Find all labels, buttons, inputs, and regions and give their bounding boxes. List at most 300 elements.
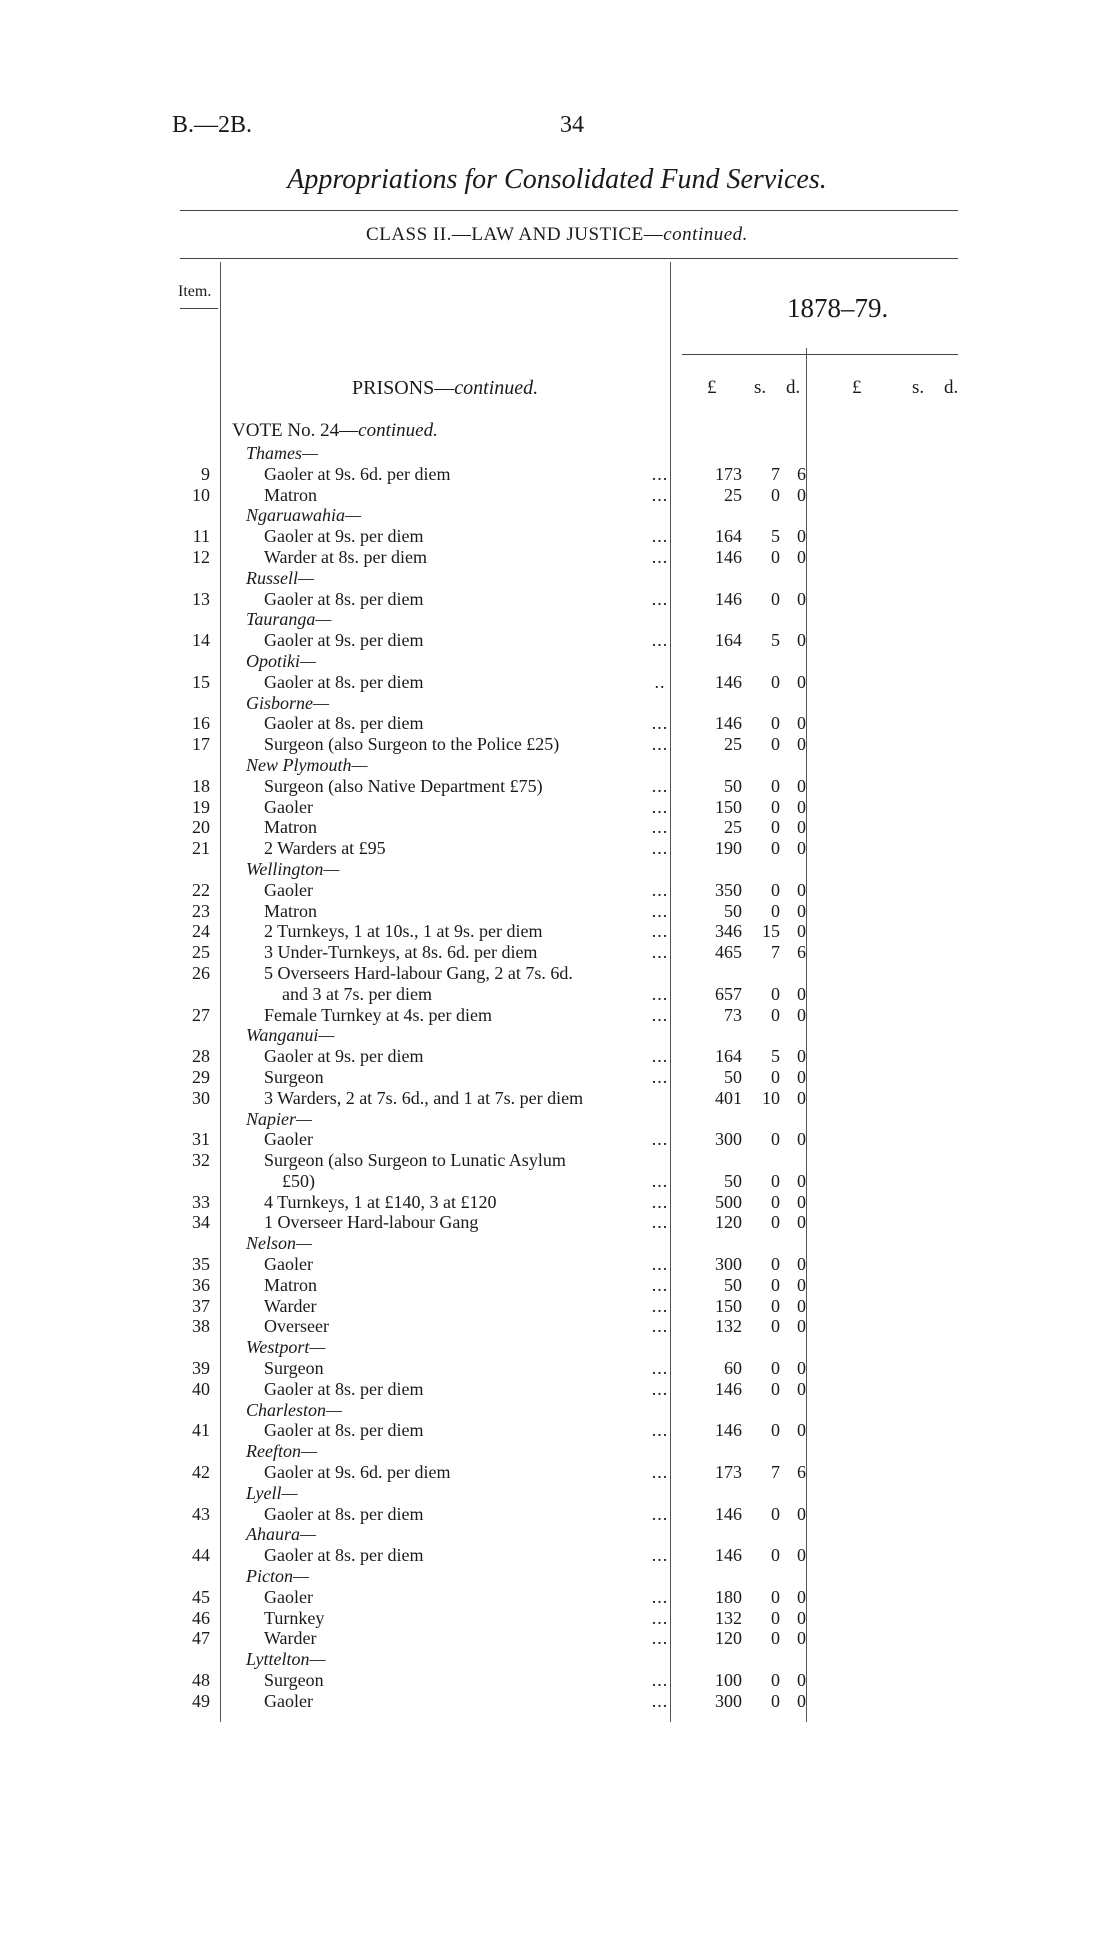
amount-shillings: 7 bbox=[771, 1462, 780, 1483]
table-row bbox=[0, 1358, 1114, 1379]
amount-shillings: 0 bbox=[771, 713, 780, 734]
place-name: Russell— bbox=[246, 567, 315, 588]
amount-pounds: 120 bbox=[715, 1212, 742, 1233]
table-row bbox=[0, 672, 1114, 693]
item-number: 45 bbox=[192, 1586, 210, 1607]
item-number: 39 bbox=[192, 1358, 210, 1379]
place-name: Lyttelton— bbox=[246, 1649, 326, 1670]
item-number: 27 bbox=[192, 1004, 210, 1025]
place-name: Thames— bbox=[246, 443, 319, 463]
place-heading-row bbox=[0, 755, 1114, 776]
leader-dots: ... bbox=[651, 983, 669, 1004]
item-number: 42 bbox=[192, 1462, 210, 1483]
amount-pounds: 146 bbox=[715, 713, 742, 734]
item-number: 46 bbox=[192, 1607, 210, 1628]
page-reference: B.—2B. bbox=[172, 112, 253, 138]
table-row bbox=[0, 921, 1114, 942]
leader-dots: ... bbox=[651, 1378, 669, 1399]
amount-pence: 0 bbox=[797, 630, 806, 651]
amount-pounds: 120 bbox=[715, 1628, 742, 1649]
item-description: Gaoler at 8s. per diem bbox=[264, 1503, 424, 1524]
table-row bbox=[0, 589, 1114, 610]
amount-shillings: 0 bbox=[771, 1670, 780, 1691]
leader-dots: ... bbox=[651, 1420, 669, 1441]
amount-pence: 0 bbox=[797, 713, 806, 734]
amount-shillings: 0 bbox=[771, 1503, 780, 1524]
amount-pounds: 164 bbox=[715, 1046, 742, 1067]
item-description: 2 Turnkeys, 1 at 10s., 1 at 9s. per diem bbox=[264, 921, 543, 942]
place-heading-row bbox=[0, 505, 1114, 526]
amount-shillings: 0 bbox=[771, 671, 780, 692]
amount-shillings: 10 bbox=[762, 1087, 780, 1108]
item-header-rule bbox=[180, 308, 218, 309]
leader-dots: ... bbox=[651, 1628, 669, 1649]
amount-pence: 0 bbox=[797, 921, 806, 942]
item-number: 11 bbox=[192, 526, 210, 547]
amount-shillings: 7 bbox=[771, 942, 780, 963]
table-row bbox=[0, 630, 1114, 651]
amount-pence: 0 bbox=[797, 588, 806, 609]
item-description: Gaoler at 8s. per diem bbox=[264, 588, 424, 609]
leader-dots: ... bbox=[651, 1046, 669, 1067]
item-description: Gaoler bbox=[264, 1254, 313, 1275]
amount-shillings: 0 bbox=[771, 1358, 780, 1379]
leader-dots: ... bbox=[651, 1316, 669, 1337]
leader-dots: ... bbox=[651, 1462, 669, 1483]
table-row bbox=[0, 1088, 1114, 1109]
item-number: 38 bbox=[192, 1316, 210, 1337]
table-row bbox=[0, 1504, 1114, 1525]
place-heading-row bbox=[0, 1233, 1114, 1254]
amount-pounds: 190 bbox=[715, 838, 742, 859]
place-name: Tauranga— bbox=[246, 609, 332, 630]
amount-pounds: 100 bbox=[715, 1670, 742, 1691]
vote-label: VOTE No. 24— bbox=[232, 420, 359, 441]
amount-shillings: 0 bbox=[771, 1420, 780, 1441]
amount-shillings: 0 bbox=[771, 983, 780, 1004]
item-description: Female Turnkey at 4s. per diem bbox=[264, 1004, 492, 1025]
item-description: Gaoler at 8s. per diem bbox=[264, 1378, 424, 1399]
amount-pounds: 180 bbox=[715, 1586, 742, 1607]
amount-shillings: 0 bbox=[771, 1690, 780, 1711]
item-number: 44 bbox=[192, 1545, 210, 1566]
table-row bbox=[0, 713, 1114, 734]
item-description: Warder bbox=[264, 1628, 317, 1649]
amount-pence: 0 bbox=[797, 1316, 806, 1337]
amount-shillings: 0 bbox=[771, 1004, 780, 1025]
amount-shillings: 0 bbox=[771, 1316, 780, 1337]
item-number: 30 bbox=[192, 1087, 210, 1108]
table-row bbox=[0, 1691, 1114, 1712]
place-heading-row bbox=[0, 443, 1114, 464]
page-title: Appropriations for Consolidated Fund Services. bbox=[287, 164, 827, 195]
amount-pounds: 150 bbox=[715, 1295, 742, 1316]
rule-top bbox=[180, 210, 958, 211]
amount-pounds: 50 bbox=[724, 1274, 742, 1295]
item-description: Surgeon bbox=[264, 1358, 324, 1379]
amount-pounds: 146 bbox=[715, 588, 742, 609]
amount-pence: 0 bbox=[797, 900, 806, 921]
amount-pounds: 401 bbox=[715, 1087, 742, 1108]
amount-pounds: 50 bbox=[724, 1066, 742, 1087]
amount-shillings: 15 bbox=[762, 921, 780, 942]
table-row bbox=[0, 963, 1114, 984]
leader-dots: ... bbox=[651, 588, 669, 609]
place-heading-row bbox=[0, 859, 1114, 880]
amount-pence: 0 bbox=[797, 1628, 806, 1649]
amount-shillings: 0 bbox=[771, 1607, 780, 1628]
item-description: Gaoler bbox=[264, 1690, 313, 1711]
item-number: 9 bbox=[201, 463, 210, 484]
item-description: Gaoler at 8s. per diem bbox=[264, 1420, 424, 1441]
item-description: Gaoler at 8s. per diem bbox=[264, 1545, 424, 1566]
item-description: 5 Overseers Hard-labour Gang, 2 at 7s. 6d. bbox=[264, 962, 573, 983]
place-name: Nelson— bbox=[246, 1233, 313, 1254]
item-description: Surgeon bbox=[264, 1066, 324, 1087]
table-row bbox=[0, 464, 1114, 485]
place-name: Charleston— bbox=[246, 1399, 343, 1420]
amount-pounds: 173 bbox=[715, 463, 742, 484]
table-row bbox=[0, 1316, 1114, 1337]
item-description: Gaoler bbox=[264, 796, 313, 817]
amount-shillings: 0 bbox=[771, 1378, 780, 1399]
table-row bbox=[0, 1129, 1114, 1150]
item-description: Overseer bbox=[264, 1316, 329, 1337]
item-description: and 3 at 7s. per diem bbox=[282, 983, 432, 1004]
leader-dots: ... bbox=[651, 1066, 669, 1087]
item-description: Gaoler at 9s. 6d. per diem bbox=[264, 1462, 451, 1483]
item-number: 33 bbox=[192, 1191, 210, 1212]
table-row bbox=[0, 942, 1114, 963]
leader-dots: ... bbox=[651, 526, 669, 547]
table-row bbox=[0, 1254, 1114, 1275]
leader-dots: ... bbox=[651, 838, 669, 859]
amount-pounds: 146 bbox=[715, 546, 742, 567]
amount-pence: 0 bbox=[797, 1170, 806, 1191]
amount-pounds: 25 bbox=[724, 817, 742, 838]
item-number: 36 bbox=[192, 1274, 210, 1295]
leader-dots: ... bbox=[651, 1129, 669, 1150]
table-row bbox=[0, 817, 1114, 838]
vote-heading bbox=[232, 420, 438, 442]
item-number: 21 bbox=[192, 838, 210, 859]
table-row bbox=[0, 1587, 1114, 1608]
place-heading-row bbox=[0, 1400, 1114, 1421]
amount-pounds: 657 bbox=[715, 983, 742, 1004]
item-number: 10 bbox=[192, 484, 210, 505]
item-number: 19 bbox=[192, 796, 210, 817]
item-description: Surgeon (also Surgeon to the Police £25) bbox=[264, 734, 560, 755]
leader-dots: ... bbox=[651, 1295, 669, 1316]
place-heading-row bbox=[0, 1483, 1114, 1504]
place-name: Ngaruawahia— bbox=[246, 505, 362, 526]
item-description: Gaoler bbox=[264, 879, 313, 900]
amount-pounds: 146 bbox=[715, 1378, 742, 1399]
place-heading-row bbox=[0, 1566, 1114, 1587]
table-row bbox=[0, 880, 1114, 901]
pounds-header-2: £ bbox=[852, 377, 862, 398]
amount-shillings: 5 bbox=[771, 630, 780, 651]
amount-shillings: 0 bbox=[771, 796, 780, 817]
amount-pounds: 50 bbox=[724, 900, 742, 921]
amount-pounds: 300 bbox=[715, 1129, 742, 1150]
amount-pounds: 73 bbox=[724, 1004, 742, 1025]
item-description: 3 Warders, 2 at 7s. 6d., and 1 at 7s. per diem bbox=[264, 1087, 584, 1108]
leader-dots: ... bbox=[651, 1586, 669, 1607]
amount-pounds: 132 bbox=[715, 1607, 742, 1628]
place-heading-row bbox=[0, 693, 1114, 714]
amount-pence: 0 bbox=[797, 546, 806, 567]
amount-pence: 0 bbox=[797, 1545, 806, 1566]
class-title-text: CLASS II.—LAW AND JUSTICE— bbox=[366, 224, 664, 245]
amount-shillings: 0 bbox=[771, 1170, 780, 1191]
item-number: 32 bbox=[192, 1150, 210, 1171]
leader-dots: ... bbox=[651, 734, 669, 755]
item-number: 12 bbox=[192, 546, 210, 567]
item-description: Gaoler at 9s. 6d. per diem bbox=[264, 463, 451, 484]
amount-pence: 0 bbox=[797, 1254, 806, 1275]
leader-dots: ... bbox=[651, 1358, 669, 1379]
amount-shillings: 0 bbox=[771, 1274, 780, 1295]
leader-dots: ... bbox=[651, 942, 669, 963]
amount-pence: 0 bbox=[797, 983, 806, 1004]
shillings-header: s. bbox=[754, 377, 767, 398]
table-row bbox=[0, 1046, 1114, 1067]
table-row bbox=[0, 1275, 1114, 1296]
item-number: 17 bbox=[192, 734, 210, 755]
item-number: 48 bbox=[192, 1670, 210, 1691]
amount-pounds: 300 bbox=[715, 1690, 742, 1711]
amount-pence: 0 bbox=[797, 671, 806, 692]
place-heading-row bbox=[0, 1524, 1114, 1545]
leader-dots: ... bbox=[651, 1170, 669, 1191]
place-name: Opotiki— bbox=[246, 650, 316, 671]
section-heading-continued: continued. bbox=[454, 377, 539, 399]
amount-shillings: 0 bbox=[771, 1066, 780, 1087]
place-name: Picton— bbox=[246, 1566, 309, 1587]
table-row bbox=[0, 1150, 1114, 1171]
place-heading-row bbox=[0, 609, 1114, 630]
amount-shillings: 0 bbox=[771, 879, 780, 900]
class-title bbox=[0, 224, 1114, 246]
table-row bbox=[0, 1296, 1114, 1317]
place-name: Lyell— bbox=[246, 1482, 298, 1503]
pounds-header: £ bbox=[707, 377, 717, 398]
leader-dots: ... bbox=[651, 1212, 669, 1233]
place-name: Reefton— bbox=[246, 1441, 317, 1462]
amount-pounds: 132 bbox=[715, 1316, 742, 1337]
table-row bbox=[0, 838, 1114, 859]
rule-class bbox=[180, 258, 958, 259]
amount-pounds: 60 bbox=[724, 1358, 742, 1379]
item-number: 22 bbox=[192, 879, 210, 900]
place-heading-row bbox=[0, 651, 1114, 672]
amount-pence: 0 bbox=[797, 1191, 806, 1212]
amount-pounds: 146 bbox=[715, 1545, 742, 1566]
class-title-continued: continued. bbox=[663, 224, 748, 245]
leader-dots: ... bbox=[651, 1191, 669, 1212]
amount-pounds: 350 bbox=[715, 879, 742, 900]
place-heading-row bbox=[0, 1441, 1114, 1462]
leader-dots: ... bbox=[651, 1503, 669, 1524]
amount-shillings: 0 bbox=[771, 1628, 780, 1649]
leader-dots: ... bbox=[651, 463, 669, 484]
amount-shillings: 0 bbox=[771, 1212, 780, 1233]
table-row bbox=[0, 1670, 1114, 1691]
item-description: Warder at 8s. per diem bbox=[264, 546, 427, 567]
amount-shillings: 0 bbox=[771, 1254, 780, 1275]
item-description: Gaoler bbox=[264, 1129, 313, 1150]
leader-dots: ... bbox=[651, 921, 669, 942]
amount-pence: 0 bbox=[797, 838, 806, 859]
leader-dots: ... bbox=[651, 817, 669, 838]
item-description: Matron bbox=[264, 817, 317, 838]
table-row bbox=[0, 1192, 1114, 1213]
item-description: Warder bbox=[264, 1295, 317, 1316]
leader-dots: .. bbox=[654, 671, 666, 692]
table-row bbox=[0, 901, 1114, 922]
amount-pounds: 150 bbox=[715, 796, 742, 817]
leader-dots: ... bbox=[651, 1670, 669, 1691]
item-description: Gaoler bbox=[264, 1586, 313, 1607]
amount-pounds: 146 bbox=[715, 671, 742, 692]
item-number: 34 bbox=[192, 1212, 210, 1233]
amount-pence: 0 bbox=[797, 1690, 806, 1711]
amount-pounds: 146 bbox=[715, 1420, 742, 1441]
item-description: Matron bbox=[264, 1274, 317, 1295]
table-row bbox=[0, 1379, 1114, 1400]
table-row bbox=[0, 1420, 1114, 1441]
item-number: 29 bbox=[192, 1066, 210, 1087]
item-number: 43 bbox=[192, 1503, 210, 1524]
table-row bbox=[0, 776, 1114, 797]
amount-pounds: 50 bbox=[724, 1170, 742, 1191]
amount-pence: 0 bbox=[797, 526, 806, 547]
item-description: 3 Under-Turnkeys, at 8s. 6d. per diem bbox=[264, 942, 538, 963]
amount-pounds: 25 bbox=[724, 734, 742, 755]
amount-shillings: 0 bbox=[771, 588, 780, 609]
item-number: 16 bbox=[192, 713, 210, 734]
amount-shillings: 0 bbox=[771, 838, 780, 859]
pence-header: d. bbox=[786, 377, 801, 398]
amount-shillings: 0 bbox=[771, 900, 780, 921]
table-row bbox=[0, 1212, 1114, 1233]
amount-pence: 0 bbox=[797, 1358, 806, 1379]
amount-pounds: 500 bbox=[715, 1191, 742, 1212]
amount-pence: 0 bbox=[797, 1295, 806, 1316]
shillings-header-2: s. bbox=[912, 377, 925, 398]
amount-pence: 0 bbox=[797, 1212, 806, 1233]
amount-pence: 0 bbox=[797, 1670, 806, 1691]
item-description: Gaoler at 8s. per diem bbox=[264, 671, 424, 692]
item-number: 47 bbox=[192, 1628, 210, 1649]
amount-shillings: 0 bbox=[771, 546, 780, 567]
amount-pounds: 465 bbox=[715, 942, 742, 963]
amount-pence: 0 bbox=[797, 879, 806, 900]
item-description: 2 Warders at £95 bbox=[264, 838, 386, 859]
amount-pence: 0 bbox=[797, 484, 806, 505]
item-description: 1 Overseer Hard-labour Gang bbox=[264, 1212, 479, 1233]
amount-pence: 0 bbox=[797, 1420, 806, 1441]
leader-dots: ... bbox=[651, 1607, 669, 1628]
item-number: 28 bbox=[192, 1046, 210, 1067]
table-row bbox=[0, 485, 1114, 506]
place-heading-row bbox=[0, 1337, 1114, 1358]
year-header: 1878–79. bbox=[787, 293, 889, 323]
item-description: £50) bbox=[282, 1170, 315, 1191]
pence-header-2: d. bbox=[944, 377, 959, 398]
place-name: Napier— bbox=[246, 1108, 313, 1129]
leader-dots: ... bbox=[651, 1690, 669, 1711]
item-number: 20 bbox=[192, 817, 210, 838]
place-name: New Plymouth— bbox=[246, 754, 368, 775]
table-row bbox=[0, 1462, 1114, 1483]
leader-dots: ... bbox=[651, 900, 669, 921]
item-number: 35 bbox=[192, 1254, 210, 1275]
amount-pounds: 346 bbox=[715, 921, 742, 942]
amount-pence: 0 bbox=[797, 1087, 806, 1108]
amount-pence: 0 bbox=[797, 1066, 806, 1087]
item-description: Turnkey bbox=[264, 1607, 325, 1628]
table-row bbox=[0, 1171, 1114, 1192]
place-name: Wanganui— bbox=[246, 1025, 335, 1046]
vote-continued: continued. bbox=[358, 420, 438, 441]
amount-shillings: 0 bbox=[771, 1191, 780, 1212]
leader-dots: ... bbox=[651, 1545, 669, 1566]
item-number: 31 bbox=[192, 1129, 210, 1150]
item-description: Surgeon bbox=[264, 1670, 324, 1691]
amount-pounds: 164 bbox=[715, 630, 742, 651]
item-number: 49 bbox=[192, 1690, 210, 1711]
place-heading-row bbox=[0, 568, 1114, 589]
amount-pence: 6 bbox=[797, 942, 806, 963]
amount-pence: 0 bbox=[797, 1129, 806, 1150]
leader-dots: ... bbox=[651, 1274, 669, 1295]
table-row bbox=[0, 1545, 1114, 1566]
section-heading-text: PRISONS— bbox=[352, 377, 455, 399]
item-number: 26 bbox=[192, 962, 210, 983]
amount-pence: 0 bbox=[797, 734, 806, 755]
amount-shillings: 0 bbox=[771, 484, 780, 505]
place-heading-row bbox=[0, 1649, 1114, 1670]
table-row bbox=[0, 1608, 1114, 1629]
amount-pence: 0 bbox=[797, 817, 806, 838]
table-row bbox=[0, 1067, 1114, 1088]
table-row bbox=[0, 526, 1114, 547]
place-name: Gisborne— bbox=[246, 692, 330, 713]
item-description: Matron bbox=[264, 484, 317, 505]
amount-shillings: 0 bbox=[771, 1586, 780, 1607]
item-number: 40 bbox=[192, 1378, 210, 1399]
item-column-header: Item. bbox=[178, 283, 212, 300]
amount-pounds: 50 bbox=[724, 775, 742, 796]
year-rule bbox=[682, 354, 958, 355]
leader-dots: ... bbox=[651, 484, 669, 505]
amount-pounds: 25 bbox=[724, 484, 742, 505]
amount-shillings: 5 bbox=[771, 1046, 780, 1067]
amount-pence: 0 bbox=[797, 1274, 806, 1295]
item-number: 23 bbox=[192, 900, 210, 921]
leader-dots: ... bbox=[651, 546, 669, 567]
item-number: 15 bbox=[192, 671, 210, 692]
amount-pounds: 146 bbox=[715, 1503, 742, 1524]
place-name: Westport— bbox=[246, 1337, 326, 1358]
item-number: 25 bbox=[192, 942, 210, 963]
item-number: 18 bbox=[192, 775, 210, 796]
amount-pence: 6 bbox=[797, 463, 806, 484]
item-description: Surgeon (also Surgeon to Lunatic Asylum bbox=[264, 1150, 566, 1171]
leader-dots: ... bbox=[651, 775, 669, 796]
